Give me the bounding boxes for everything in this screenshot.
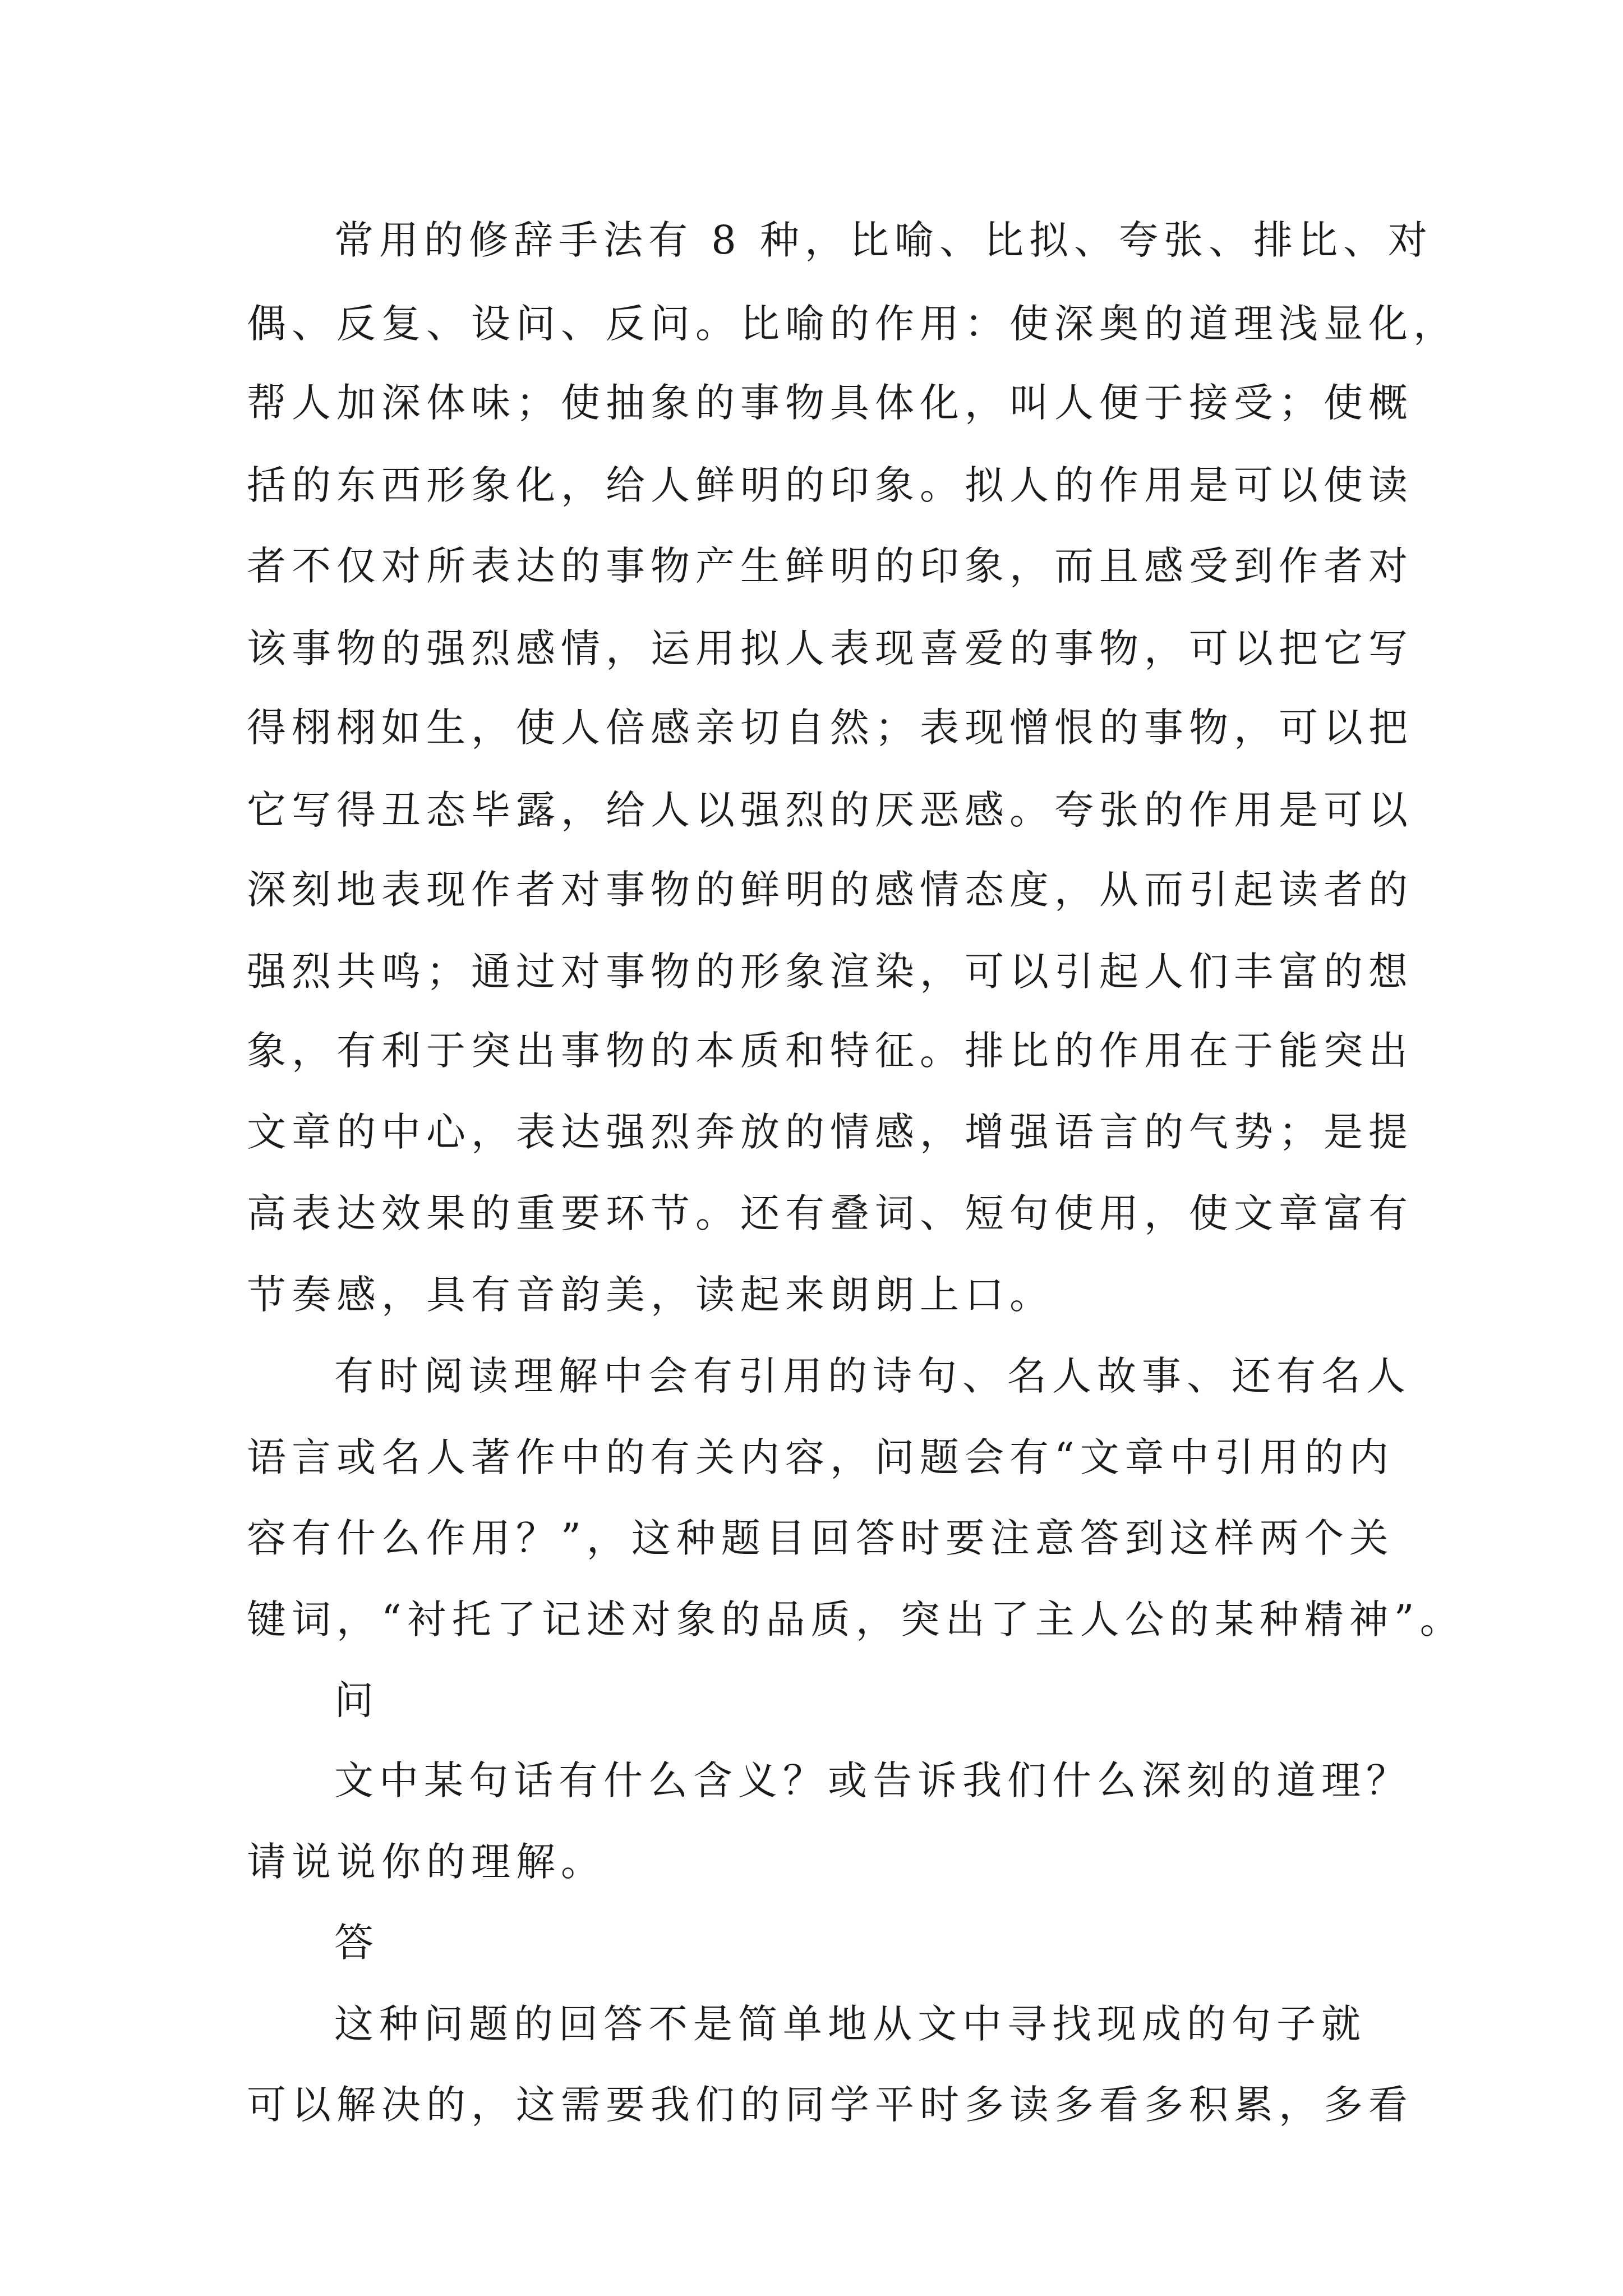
paragraph-1-line-12: 文章的中心，表达强烈奔放的情感，增强语言的气势；是提 <box>247 1109 1413 1155</box>
paragraph-1-line-6: 该事物的强烈感情，运用拟人表现喜爱的事物，可以把它写 <box>247 625 1413 671</box>
paragraph-1-line-11: 象，有利于突出事物的本质和特征。排比的作用在于能突出 <box>247 1028 1413 1074</box>
question-line-1: 文中某句话有什么含义？或告诉我们什么深刻的道理？ <box>334 1757 1411 1803</box>
paragraph-1-line-5: 者不仅对所表达的事物产生鲜明的印象，而且感受到作者对 <box>247 543 1413 589</box>
answer-line-1: 这种问题的回答不是简单地从文中寻找现成的句子就 <box>334 2001 1366 2047</box>
paragraph-1-line-8: 它写得丑态毕露，给人以强烈的厌恶感。夸张的作用是可以 <box>247 787 1413 833</box>
paragraph-1-line-2: 偶、反复、设问、反问。比喻的作用：使深奥的道理浅显化， <box>247 301 1458 347</box>
paragraph-2-line-1: 有时阅读理解中会有引用的诗句、名人故事、还有名人 <box>334 1353 1411 1399</box>
paragraph-1-line-9: 深刻地表现作者对事物的鲜明的感情态度，从而引起读者的 <box>247 867 1413 913</box>
question-label: 问 <box>334 1677 379 1723</box>
question-line-2: 请说说你的理解。 <box>247 1839 606 1885</box>
answer-line-2: 可以解决的，这需要我们的同学平时多读多看多积累，多看 <box>247 2082 1413 2128</box>
paragraph-1-line-4: 括的东西形象化，给人鲜明的印象。拟人的作用是可以使读 <box>247 462 1413 508</box>
paragraph-1-line-3: 帮人加深体味；使抽象的事物具体化，叫人便于接受；使概 <box>247 380 1413 426</box>
paragraph-1-line-14: 节奏感，具有音韵美，读起来朗朗上口。 <box>247 1272 1054 1318</box>
answer-label: 答 <box>334 1920 379 1966</box>
paragraph-2-line-2: 语言或名人著作中的有关内容，问题会有“文章中引用的内 <box>247 1434 1394 1480</box>
paragraph-1-line-13: 高表达效果的重要环节。还有叠词、短句使用，使文章富有 <box>247 1190 1413 1236</box>
paragraph-2-line-3: 容有什么作用？”，这种题目回答时要注意答到这样两个关 <box>247 1515 1394 1561</box>
paragraph-2-line-4: 键词，“衬托了记述对象的品质，突出了主人公的某种精神”。 <box>247 1596 1465 1642</box>
paragraph-1-line-7: 得栩栩如生，使人倍感亲切自然；表现憎恨的事物，可以把 <box>247 705 1413 751</box>
paragraph-1-line-1: 常用的修辞手法有 8 种，比喻、比拟、夸张、排比、对 <box>334 217 1433 263</box>
paragraph-1-line-10: 强烈共鸣；通过对事物的形象渲染，可以引起人们丰富的想 <box>247 949 1413 995</box>
